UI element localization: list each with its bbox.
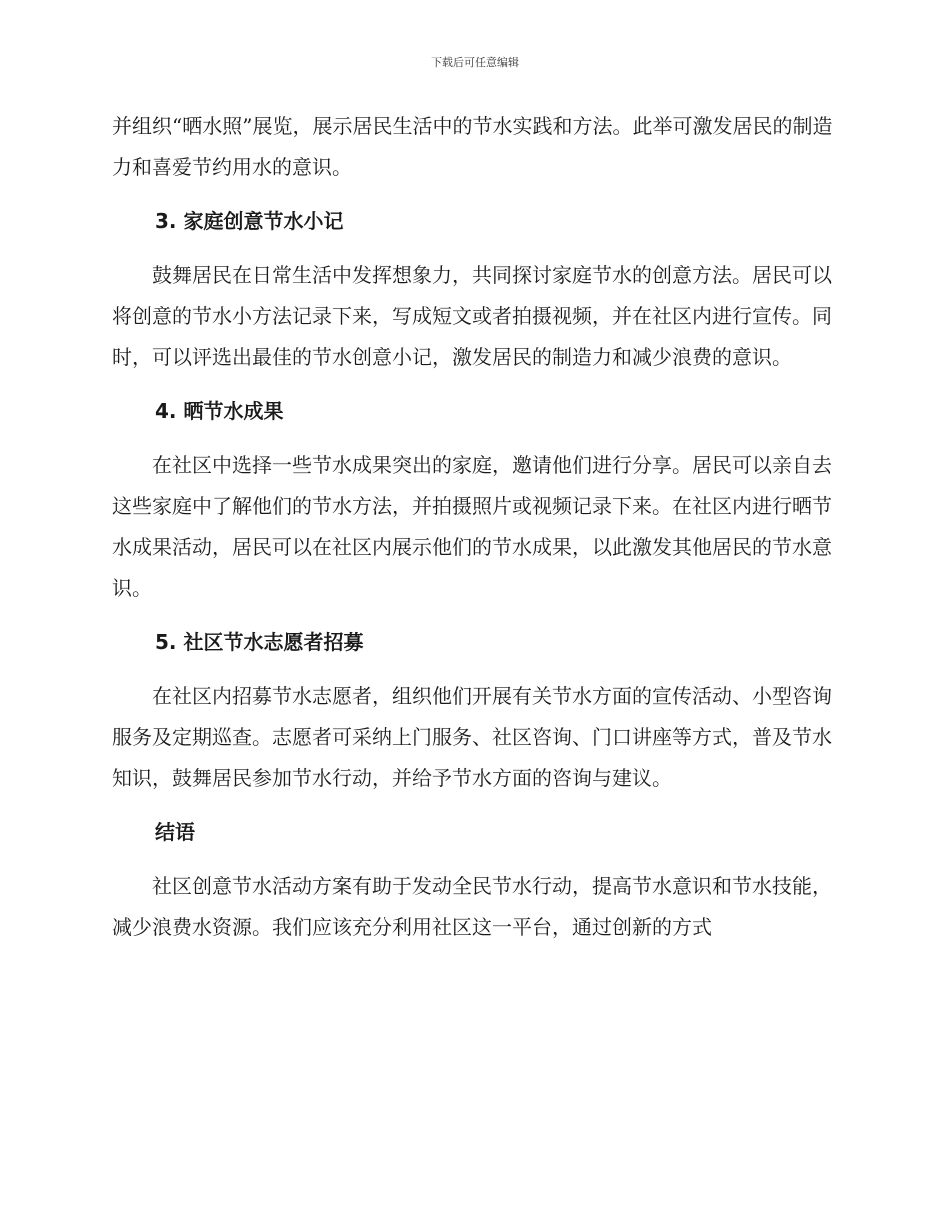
section-heading-conclusion: 结语 [155,820,195,844]
paragraph-continued: 并组织“晒水照”展览，展示居民生活中的节水实践和方法。此举可激发居民的制造力和喜爱节约用水的意识。 [112,114,833,179]
section-heading-5: 5. 社区节水志愿者招募 [155,630,364,654]
paragraph-section-4: 在社区中选择一些节水成果突出的家庭，邀请他们进行分享。居民可以亲自去这些家庭中了解他们的节水方法，并拍摄照片或视频记录下来。在社区内进行晒节水成果活动，居民可以在社区内展示他们的节水成果，以此激发其他居民的节水意识。 [112,453,832,600]
page-header: 下载后可任意编辑 [431,56,519,69]
paragraph-section-3: 鼓舞居民在日常生活中发挥想象力，共同探讨家庭节水的创意方法。居民可以将创意的节水小方法记录下来，写成短文或者拍摄视频，并在社区内进行宣传。同时，可以评选出最佳的节水创意小记，激发居民的制造力和减少浪费的意识。 [112,263,832,369]
section-heading-4: 4. 晒节水成果 [155,399,284,423]
section-heading-3: 3. 家庭创意节水小记 [155,209,344,233]
document-page [112,106,834,948]
paragraph-conclusion: 社区创意节水活动方案有助于发动全民节水行动，提高节水意识和节水技能，减少浪费水资源。我们应该充分利用社区这一平台，通过创新的方式 [112,874,832,939]
paragraph-section-5: 在社区内招募节水志愿者，组织他们开展有关节水方面的宣传活动、小型咨询服务及定期巡查。志愿者可采纳上门服务、社区咨询、门口讲座等方式，普及节水知识，鼓舞居民参加节水行动，并给予节水方面的咨询与建议。 [112,684,832,790]
